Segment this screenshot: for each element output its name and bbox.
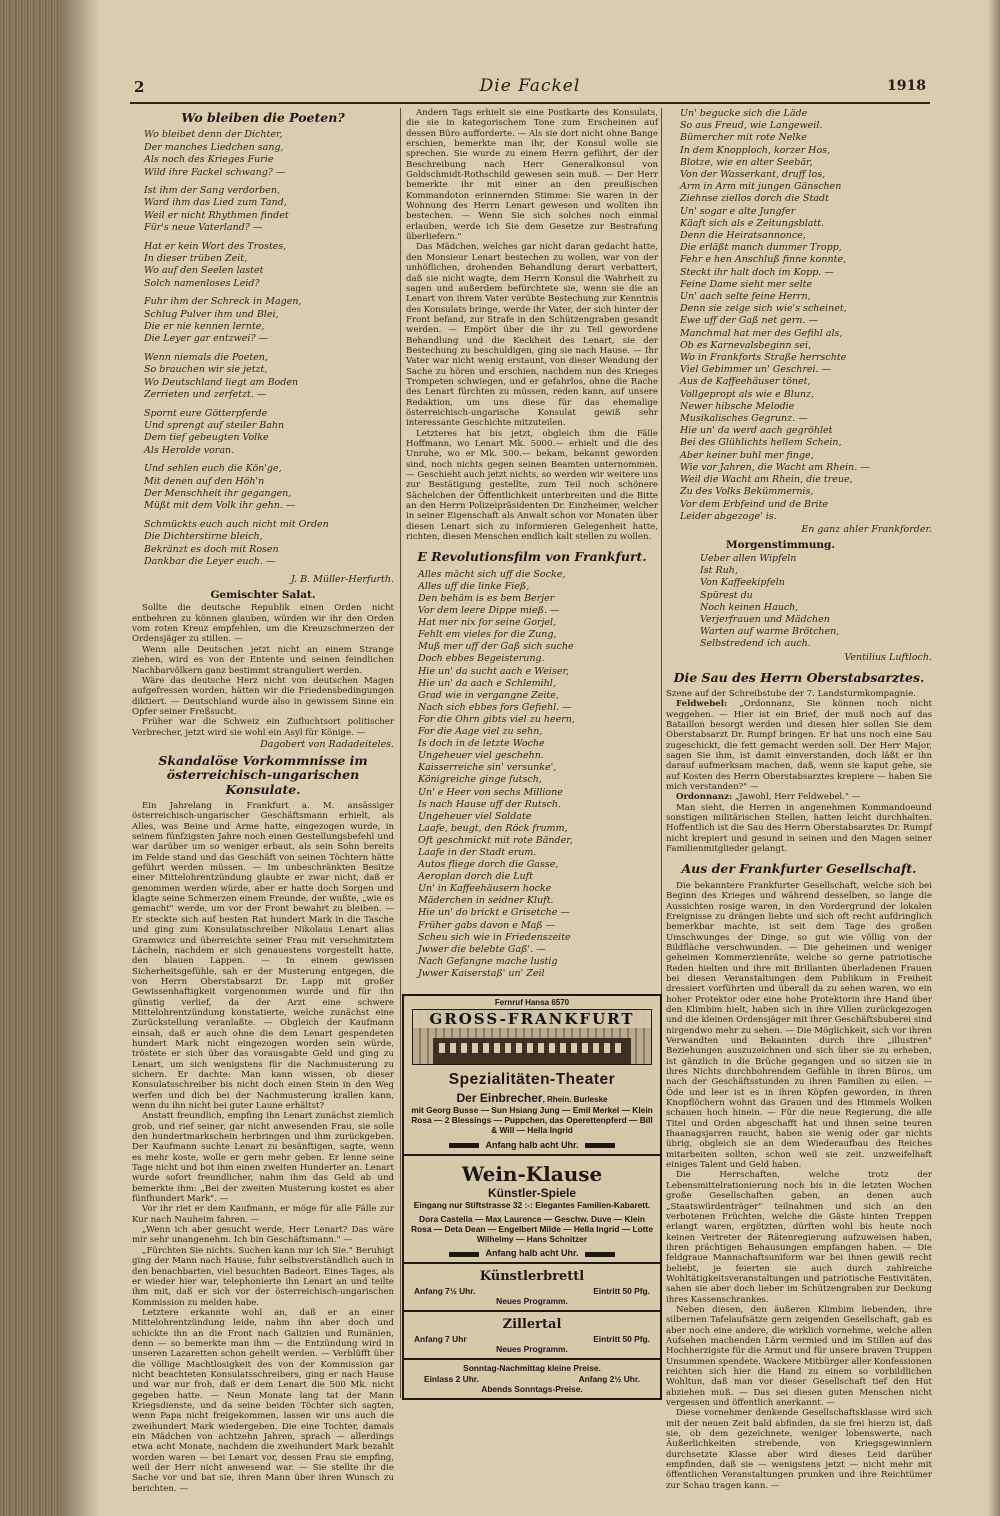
poets-signature: J. B. Müller-Herfurth.	[290, 574, 394, 586]
verse-line: Doch ebbes Begeisterung.	[418, 653, 545, 665]
verse-line: Mäderchen in seidner Kluft.	[418, 895, 554, 907]
verse-line: Ueber allen Wipfeln	[700, 552, 797, 564]
stanza: Spornt eure Götterpferde Und sprengt auf steiler Bahn Dem tief gebeugten Volke Als Herolde voran.	[144, 407, 285, 456]
page-number: 2	[134, 78, 145, 96]
morgen-signature: Ventilius Luftloch.	[844, 651, 932, 663]
ad-weinklause-sub: Künstler-Spiele	[487, 1185, 577, 1200]
verse-line: Fehlt em vieles for die Zung,	[418, 629, 557, 641]
gesell-text: Die bekanntere Frankfurter Gesellschaft, welche sich bei Beginn des Krieges und während desselben, so lange die Aussichten rosige waren, in den Vordergrund der lokalen Ereignisse zu drängen liebte und sich oft recht aufdringlich bemerkbar machte, ist seit dem Tage des großen Umschwunges der Dinge, so gut wie völlig von der Bildfläche verschwunden. — Die geheimen und weniger geheimen Kommerzienräte, welche so gerne patriotische Reden hielten und ihre mit Brillanten überladenen Frauen bei diesen Veranstaltungen dem Publikum in Freiheit dressiert vorführten und überall da zu sehen waren, wo ein hoher Protektor oder eine hohe Protektorin ihre Hand über den Klimbim hielt, haben sich in ihre Villen zurückgezogen und die kleinen Ordensjäger mit ihrer Geschäftsbuberei sind nirgendwo mehr zu sehen. — Die Möglichkeit, sich vor ihren Verwandten und Bekannten durch ihre „illustren" Beziehungen auszuzeichnen und sich über sie zu erheben, ist gänzlich in die Brüche gegangen und so sitzen sie in ihres Nichts durchbohrendem Gefühle in ihren Büros, um nach der Geschäftsstunden zu ihren Familien zu eilen. — Öde und leer ist es in ihren Köpfen geworden, in ihren Knopflöchern wohnt das Grauen und des Himmels Wolken schauen hoch hinein. — Für die neue Regierung, die alle Titel und Orden abgeschafft hat und ihnen seine teuren Ihaanagsjarren raucht, haben sie wenig oder gar nichts übrig, obgleich sie an dem Wiederaufbau des Reiches mitarbeiten sollten, schon weil sie zeit. unzweifelhaft einiges Talent und Geld haben. Die Herrschaften, welche trotz der Lebensmittelrationierung noch bis in die letzten Wochen große Gesellschaften gaben, an denen auch „Staatswürdenträger" teilnahmen und sich an den verbotenen Früchten, welche die Gäste hinten Treppen erlangt waren, ergötzten, dürften wohl bis heute noch keinen Vertreter der Rätenregierung aufzuweisen haben, ihren prächtigen Behausungen empfangen haben. — Die feldgraue Mannschaftsuniform war bei ihnen gewiß recht beliebt, je feierten sie auch durch zahlreiche Wohltätigkeitsveranstaltungen und patriotische Festivitäten, sahen sie aber doch lieber im Schützengraben zur Deckung ihres Kassenschrankes. Neben diesen, den äußeren Klimbim liebenden, ihre silbernen Tafelaufsätze gern zeigenden Gesellschaft, gab es aber noch eine andere, die wirklich vornehme, welche allen Aufsehen machenden Lärm vermied und im Stillen auf das Hochherzigste für die Armut und für unsere braven Truppen Unsummen spendete. Wackere Mitbürger aller Konfessionen reichten sich hier die Hand zu einem so vorbildlichen Wohltun, daß man vor dieser Gesellschaft tief den Hut abziehen muß. — Das sei diesen guten Menschen nicht vergessen und öffentlich anerkannt. — Diese vornehmer denkende Gesellschaftsklasse wird sich mit der neuen Zeit bald abfinden, da sie frei hierzu ist, daß sie, ob dem gezeichnete, weniger lobenswerte, nach Äußerlichkeiten strebende, von Kriegsgewinnlern durchsetzte Klasse aber wird dieses Leid darüber empfinden, daß sie — wenigstens jetzt — nicht mehr mit öffentlichen Veranstaltungen prunken und ihre Reichtümer zur Schau tragen kann. —	[666, 880, 932, 1491]
morgen-heading: Morgenstimmung.	[726, 538, 836, 551]
ad-start-time: Anfang halb acht Uhr.	[404, 1140, 660, 1150]
verse-line: Von Kaffeekipfeln	[700, 577, 785, 589]
ad-weinklause-performers: Dora Castella — Max Laurence — Geschw. Duve — Klein Rosa — Deta Dean — Engelbert Milde — Hella Ingrid — Lotte Wilhelmy — Hans Schnitzer	[411, 1213, 653, 1245]
verse-line: Viel Gebimmer un' Geschrei. —	[680, 364, 832, 376]
stanza: Und sehlen euch die Kön'ge, Mit denen auf den Höh'n Der Menschheit ihr gegangen, Müßt mit dem Volk ihr gehn. —	[144, 463, 296, 512]
ad-weinklause: Wein-Klause	[461, 1161, 603, 1186]
verse-line: Früher gabs davon e Maß —	[418, 919, 556, 931]
verse-line: Königreiche ginge futsch,	[418, 774, 542, 786]
verse-line: Leider abgezoge' is.	[680, 510, 777, 522]
col3-poem-signature: En ganz ahler Frankforder.	[801, 523, 932, 535]
verse-line: Ziehnse ziellos dorch die Stadt	[680, 193, 829, 205]
ad-sunday: Sonntag-Nachmittag kleine Preise. Einlass 2 Uhr. Anfang 2½ Uhr. Abends Sonntags-Preise.	[424, 1363, 640, 1394]
ad-banner-text: GROSS-FRANKFURT	[413, 1010, 651, 1028]
verse-line: Wie vor Jahren, die Wacht am Rhein. —	[680, 461, 870, 473]
column-rule	[400, 108, 401, 1398]
stanza: Ist ihm der Sang verdorben, Ward ihm das Lied zum Tand, Weil er nicht Rhythmen findet Für's neue Vaterland? —	[144, 185, 289, 234]
gesell-heading: Aus der Frankfurter Gesellschaft.	[681, 861, 917, 877]
salat-text: Sollte die deutsche Republik einen Orden nicht entbehren zu können glauben, würden wir ihr den Orden vom roten Kreuz empfehlen, um die Kreuzschmerzen der Ordensjäger zu stillen. — Wenn alle Deutschen jetzt nicht an einem Strange ziehen, wird es von der Entente und seinen feindlichen Nachbarvölkern ganz bestimmt stranguliert werden. Wäre das deutsche Herz nicht von deutschen Magen aufgefressen worden, hätten wir die Friedensbedingungen diktiert. — Deutschland wurde also in gewissem Sinne ein Opfer seiner Freßsucht. Früher war die Schweiz ein Zufluchtsort politischer Verbrecher, jetzt wird sie wohl ein Asyl für Könige. —	[132, 603, 394, 738]
verse-line: Jwwer Kaiserstaß' un' Zeil	[418, 967, 545, 979]
verse-line: Bei des Glühlichts hellem Schein,	[680, 437, 842, 449]
skandal-heading: Skandalöse Vorkommnisse im österreichisch-ungarischen Konsulate.	[158, 752, 368, 797]
verse-line: Blotze, wie en alter Seebär,	[680, 156, 813, 168]
morgen-poem	[700, 553, 932, 651]
verse-line: Un' begucke sich die Läde	[680, 108, 808, 119]
column-2	[406, 108, 658, 1418]
skandal-text: Ein Jahrelang in Frankfurt a. M. ansässiger österreichisch-ungarischer Geschäftsmann erhielt, als Alles, was Beine und Arme hatte, eingezogen wurde, in seinem fünfzigsten Jahre noch einen Gestellungsbefehl und war darüber um so weniger erbaut, als sein Sohn bereits im Felde stand und das Geschäft von seinen Töchtern hätte geführt werden müssen. — Im unbeschränkten Besitze einer Mittelohrentzündung glaubte er zwar nicht, daß er genommen werden würde, aber er hatte doch Sorgen und klagte seine Schmerzen einem Freunde, der wußte, „wie es gemacht" werde, um vor der Front bewahrt zu bleiben. — Er steckte sich auf besten Rat hundert Mark in die Tasche und ging zum Konsulatsschreiber Nikolaus Lenart alias Gramwicz und überreichte seiner Frau mit verschmitztem Lächeln, nachdem er sich genauestens vorgestellt hatte, den blauen Lappen. — In einem gewissen Sicherheitsgefühle, sah er der Musterung entgegen, die von Herrn Oberstabsarzt Dr. Lapp mit großer Gewissenhaftigkeit vorgenommen wurde und für ihn günstig verlief, da der Arzt eine schwere Mittelohrentzündung konstatierte, welche zunächst eine Zurückstellung veranlaßte. — Obgleich der Kaufmann einsah, daß er auch ohne die dem Lenart gespendeten hundert Mark nicht eingezogen worden sein würde, tröstete er sich über das vorausgabte Geld und ging zu Lenart, um sich wenigstens für die Nachmusterung zu sichern. Er dachte: Man kann wissen, ob dieser Konsulatsschreiber bis nicht doch einen Stein in den Weg werfen und dich bei der Nachmusterung krallen kann, wenn du ihn nicht bei guter Laune erhältst? Anstatt freundlich, empfing ihn Lenart zunächst ziemlich grob, und rief seiner, gar nicht anwesenden Frau, sie solle den hundertmarkschein herbringen und ihm zurückgeben. Der Kaufmann suchte Lenart zu besänftigen, sagte, wenn es mehr koste, wolle er gern mehr geben. Er lenne seine Tage nicht und bot ihm einen zweiten Hunderter an. Lenart wurde sofort freundlicher, nahm ihm das Geld ab und bemerkte ihm: „Bei der zweiten Musterung kostet es aber fünfhundert Mark". — Vor ihr riet er dem Kaufmann, er möge für alle Fälle zur Kur nach Nauheim fahren. — „Wenn ich aber gesucht werde, Herr Lenart? Das wäre mir sehr unangenehm. Ich bin Geschäftsmann." — „Fürchten Sie nichts. Suchen kann nur ich Sie." Beruhigt ging der Mann nach Hause, fuhr selbstverständlich auch in den benachbarten, viel besuchten Badeort. Eines Tages, als er wieder hier war, telephonierte ihn Lenart an und teilte ihm mit, daß er sich vor der österreichisch-ungarischen Kommission zu melden habe. Letztere erkannte wohl an, daß er an einer Mittelohrentzündung leide, nahm ihn aber doch und schickte ihn an die Front nach Galizien und Rumänien, denn — so bemerkte man ihm — die Entzündung wird in unseren Lazaretten schon geheilt werden. — Verblüfft über die völlige Machtlosigkeit des von der Kommission gar nicht beachteten Konsulatsschreibers, ging er nach Hause und war nur froh, daß er dem Lenart die 500 Mk. nicht gegeben hatte. — Neun Monate lang tat der Mann Kriegsdienste, und da seine beiden Töchter sich sagten, wenn Papa nicht freigekommen, lassen wir uns auch die zweihundert Mark wiedergeben. Die eine Tochter, damals ein Mädchen von achtzehn Jahren, sprach — allerdings etwa acht Monate, nachdem die zweihundert Mark bezahlt worden waren — bei Lenart vor, dessen Frau sie empfing, weil der Herr nicht anwesend war. — Sie stellte ihr die Sache vor und bat sie, ihren Mann über ihren Wunsch zu berichten. —	[132, 801, 394, 1494]
verse-line: Is doch in de letzte Woche	[418, 738, 545, 750]
verse-line: Noch keinen Hauch,	[700, 601, 799, 613]
ad-kuenstlerbrettl: Künstlerbrettl	[479, 1269, 585, 1285]
stanza: Wenn niemals die Poeten, So brauchen wir sie jetzt, Wo Deutschland liegt am Boden Zerrieten und zerfetzt. —	[144, 351, 299, 401]
revfilm-heading: E Revolutionsfilm von Frankfurt.	[417, 549, 647, 565]
column-1	[132, 108, 394, 1494]
ad-performers: mit Georg Busse — Sun Hsiang Jung — Emil Merkel — Klein Rosa — 2 Blessings — Puppchen, das Operettenpferd — Bill & Will — Hella Ingrid	[411, 1105, 653, 1136]
ad-kb-row: Anfang 7½ Uhr. Eintritt 50 Pfg.	[414, 1286, 650, 1297]
verse-line: Hie un' do brickt e Grisetche —	[418, 907, 570, 919]
stanza: Fuhr ihm der Schreck in Magen, Schlug Pulver ihm und Blei, Die er nie kennen lernte, Die Leyer gar entzwei? —	[144, 296, 302, 345]
verse-line: Fehr e hen Anschluß finne konnte,	[680, 254, 847, 266]
verse-line: Laafe in der Stadt erum.	[418, 846, 537, 858]
verse-line: Oft geschmickt mit rote Bänder,	[418, 834, 573, 846]
verse-line: Un' in Kaffeehäusern hocke	[418, 883, 552, 895]
column-3	[666, 108, 932, 1491]
verse-line: Kaisserreiche sin' versunke',	[418, 762, 557, 774]
stanza: Schmückts euch auch nicht mit Orden Die Dichterstirne bleich, Bekränzt es doch mit Rosen Dankbar die Leyer euch. —	[144, 518, 329, 567]
verse-line: Vor dem leere Dippe mieß. —	[418, 605, 560, 617]
verse-line: Die erläßt manch dummer Tropp,	[680, 242, 842, 254]
verse-line: For die Aage viel zu sehn,	[418, 726, 543, 738]
poets-poem	[144, 129, 394, 568]
ad-zt-row: Anfang 7 Uhr Eintritt 50 Pfg.	[414, 1334, 650, 1345]
verse-line: Von der Wasserkant, druff los,	[680, 169, 826, 181]
verse-line: Un' sogar e alte Jungfer	[680, 205, 796, 217]
verse-line: Manchmal hat mer des Gefihl als,	[680, 327, 843, 339]
verse-line: Aus de Kaffeehäuser tönet,	[680, 376, 811, 388]
ad-weinklause-entry: Eingang nur Stiftstrasse 32 :-: Elegantes Familien-Kabarett.	[413, 1199, 651, 1210]
poets-heading: Wo bleiben die Poeten?	[181, 110, 345, 125]
verse-line: Hat mer nix for seine Gorjel,	[418, 617, 557, 629]
verse-line: Newer hibsche Melodie	[680, 400, 795, 412]
revfilm-poem	[418, 569, 658, 980]
ad-zillertal: Zillertal	[502, 1317, 562, 1333]
verse-line: Is nach Hause uff der Rutsch.	[418, 798, 562, 810]
verse-line: Denn die Heiratsannonce,	[680, 230, 806, 242]
ad-banner-image	[412, 1009, 652, 1065]
verse-line: Feine Dame sieht mer selte	[680, 278, 813, 290]
theatre-advertisement	[402, 994, 662, 1400]
verse-line: Hie un' da aach e Schlemihl,	[418, 677, 556, 689]
verse-line: Den behäm is es bem Berjer	[418, 593, 555, 604]
verse-line: Wo in Frankforts Straße herrschte	[680, 352, 847, 364]
verse-line: In dem Knopploch, korzer Hos,	[680, 144, 831, 156]
skandal-continued: Andern Tags erhielt sie eine Postkarte des Konsulats, die sie in kategorischem Tone zum Erscheinen auf dessen Büro aufforderte. — Als sie dort nicht ohne Bange erschien, bemerkte man ihr, der Konsul wolle sie sprechen. Sie wurde zu einem Herrn geführt, der der Beschreibung nach Herr Generalkonsul von Goldschmidt-Rothschild gewesen sein muß. — Der Herr bemerkte ihr mit einer an den preußischen Kommandoton erinnernden Stimme: Sie waren in der Wohnung des Herrn Lenart gewesen und wollten ihn bestechen. — Wenn Sie sich solches noch einmal erlauben, werde ich Sie dem Gesetze zur Bestrafung überliefern." Das Mädchen, welches gar nicht daran gedacht hatte, den Monsieur Lenart bestechen zu wollen, war von der unhöflichen, drohenden Behandlung derart verbattert, daß sie nicht wagte, dem Herrn Konsul die Wahrheit zu sagen und außerdem befürchtete sie, wenn sie die an Lenart von ihrem Vater verübte Bestechung zur Kenntnis des Konsulats bringe, werde ihr Vater, der sich hinter der Front befand, zur Strafe in den Schützengraben gesandt werden. — Empört über die ihr zu Teil gewordene Behandlung und die Keckheit des Lenart, sie der Bestechung zu beschuldigen, ging sie nach Hause. — Ihr Vater war nicht wenig erstaunt, von dieser Wendung der Sache zu hören und erschien, nachdem nun des Krieges Trompeten schwiegen, und er gefahrlos, ohne die Rache des Lenart fürchten zu müssen, reden kann, auf unsere Redaktion, um uns diese für das ehemalige österreichisch-ungarische Konsulat gewiß sehr interessante Geschichte mitzuteilen. Letzteres hat bis jetzt, obgleich ihm die Fälle Hoffmann, wo Lenart Mk. 5000.— erhielt und die des Unruhe, wo er Mk. 500.— bekam, bekannt geworden sind, noch nichts gegen seinen Beamten unternommen. — Geschieht auch jetzt nichts, so werden wir weitere uns zur Bestätigung gestellte, zum Teil noch schönere Sächelchen der Öffentlichkeit unterbreiten und die Bitte an den Herrn Polizeipräsidenten Dr. Einzheimer, welcher in seiner Eigenschaft als Anwalt schon vor Monaten über diesen Lenart sich zu informieren Gelegenheit hatte, richten, diesen Menschen endlich kalt stellen zu wollen.	[406, 108, 658, 543]
ad-zt-program: Neues Programm.	[496, 1344, 568, 1355]
verse-line: Aeroplan dorch die Luft	[418, 871, 533, 883]
verse-line: Käaft sich als e Zeitungsblatt.	[680, 217, 825, 229]
verse-line: Grad wie in vergangne Zeite,	[418, 689, 559, 701]
ad-kb-program: Neues Programm.	[496, 1296, 568, 1307]
verse-line: Jwwer die belebte Gaß'. —	[418, 943, 546, 955]
verse-line: Arm in Arm mit jungen Gänschen	[680, 181, 842, 193]
ad-act: Der Einbrecher, Rhein. Burleske	[456, 1091, 608, 1105]
verse-line: Vor dem Erbfeind und de Brite	[680, 498, 829, 510]
page-header	[130, 74, 930, 104]
verse-line: Alles mächt sich uff die Socke,	[418, 568, 566, 580]
verse-line: Autos fliege dorch die Gasse,	[418, 859, 559, 871]
verse-line: Nach sich ebbes fors Gefiehl. —	[418, 701, 572, 713]
verse-line: Musikalisches Gegrunz. —	[680, 413, 808, 425]
verse-line: Verjerfrauen und Mädchen	[700, 613, 830, 625]
verse-line: Warten auf warme Brötchen,	[700, 626, 840, 638]
verse-line: Hie un' da werd aach gegröhlet	[680, 425, 833, 437]
page-edge	[988, 0, 1000, 1516]
verse-line: Un' aach selte feine Herrn,	[680, 291, 811, 303]
gutter-shadow	[60, 0, 100, 1516]
verse-line: Ist Ruh,	[700, 565, 738, 577]
verse-line: Aber keiner buhl mer finge,	[680, 449, 814, 461]
sau-heading: Die Sau des Herrn Oberstabsarztes.	[673, 669, 925, 685]
building-illustration	[433, 1038, 631, 1064]
frankfurt-poem-continued	[680, 108, 932, 523]
verse-line: Ob es Karnevalsbeginn sei,	[680, 339, 812, 351]
sau-text: Szene auf der Schreibstube der 7. Landsturmkompagnie. Feldwebel: „Ordonnanz, Sie können noch nicht weggehen. — Hier ist ein Brief, der muß noch auf das Bataillon besorgt werden und diesen hier sollen Sie dem Oberstabsarzt Dr. Rumpf bringen. Er hat uns noch eine Sau zugeschickt, die fett gemacht werden soll. Der Herr Major, sagen Sie ihm, ist damit einverstanden, doch läßt er ihn darauf aufmerksam machen, daß, wenn sie kaput gehe, sie auf Kosten des Herrn Oberstabsarztes krepiere — haben Sie mich verstanden?" — Ordonnanz: „Jawohl, Herr Feldwebel." — Man sieht, die Herren in angenehmen Kommandoeund sonstigen militärischen Stellen, hatten leicht durchhalten. Hoffentlich ist die Sau des Herrn Oberstabsarztes Dr. Rumpf nicht krepiert und gesund in seinen und den Magen seiner Familienmitglieder gelangt.	[666, 688, 932, 855]
verse-line: Zu des Volks Bekümmernis,	[680, 486, 814, 498]
book-binding	[0, 0, 60, 1516]
ad-phone: Fernruf Hansa 6570	[494, 998, 570, 1007]
verse-line: Ungeheuer viel geschehn.	[418, 750, 544, 762]
verse-line: Hie un' da sucht aach e Weiser,	[418, 665, 569, 677]
ad-theatre-name: Spezialitäten-Theater	[448, 1071, 616, 1088]
verse-line: For die Ohrn gibts viel zu heern,	[418, 713, 575, 725]
ad-start-time-2: Anfang halb acht Uhr.	[404, 1248, 660, 1258]
newspaper-title: Die Fackel	[479, 76, 581, 96]
page-year: 1918	[887, 78, 926, 94]
verse-line: Weil die Wacht am Rhein, die treue,	[680, 474, 853, 486]
verse-line: Nach Gefangne mache lustig	[418, 955, 558, 967]
verse-line: Muß mer uff der Gaß sich suche	[418, 641, 574, 653]
salat-heading: Gemischter Salat.	[210, 589, 316, 602]
verse-line: Vollgepropt als wie e Blunz,	[680, 388, 815, 400]
verse-line: Un' e Heer von sechs Millione	[418, 786, 563, 798]
verse-line: Selbstredend ich auch.	[700, 638, 811, 650]
verse-line: Spürest du	[700, 589, 753, 601]
verse-line: Laafe, beugt, den Röck frumm,	[418, 822, 568, 834]
salat-signature: Dagobert von Radadeiteles.	[260, 738, 394, 750]
stanza: Wo bleibet denn der Dichter, Der manches Liedchen sang, Als noch des Krieges Furie Wild ihre Fackel schwang? —	[144, 129, 286, 178]
verse-line: Alles uff die linke Fieß,	[418, 580, 530, 592]
verse-line: Steckt ihr halt doch im Kopp. —	[680, 266, 834, 278]
verse-line: Bümercher mit rote Nelke	[680, 132, 807, 144]
verse-line: Scheu sich wie in Friedenszeite	[418, 931, 571, 943]
verse-line: Denn sie zeige sich wie's scheinet,	[680, 303, 847, 315]
verse-line: Ungeheuer viel Soldate	[418, 810, 532, 822]
verse-line: Ewe uff der Gaß net gern. —	[680, 315, 818, 327]
verse-line: So aus Freud, wie Langeweil.	[680, 120, 823, 132]
stanza: Hat er kein Wort des Trostes, In dieser trüben Zeit, Wo auf den Seelen lastet Solch namenloses Leid?	[144, 240, 287, 289]
